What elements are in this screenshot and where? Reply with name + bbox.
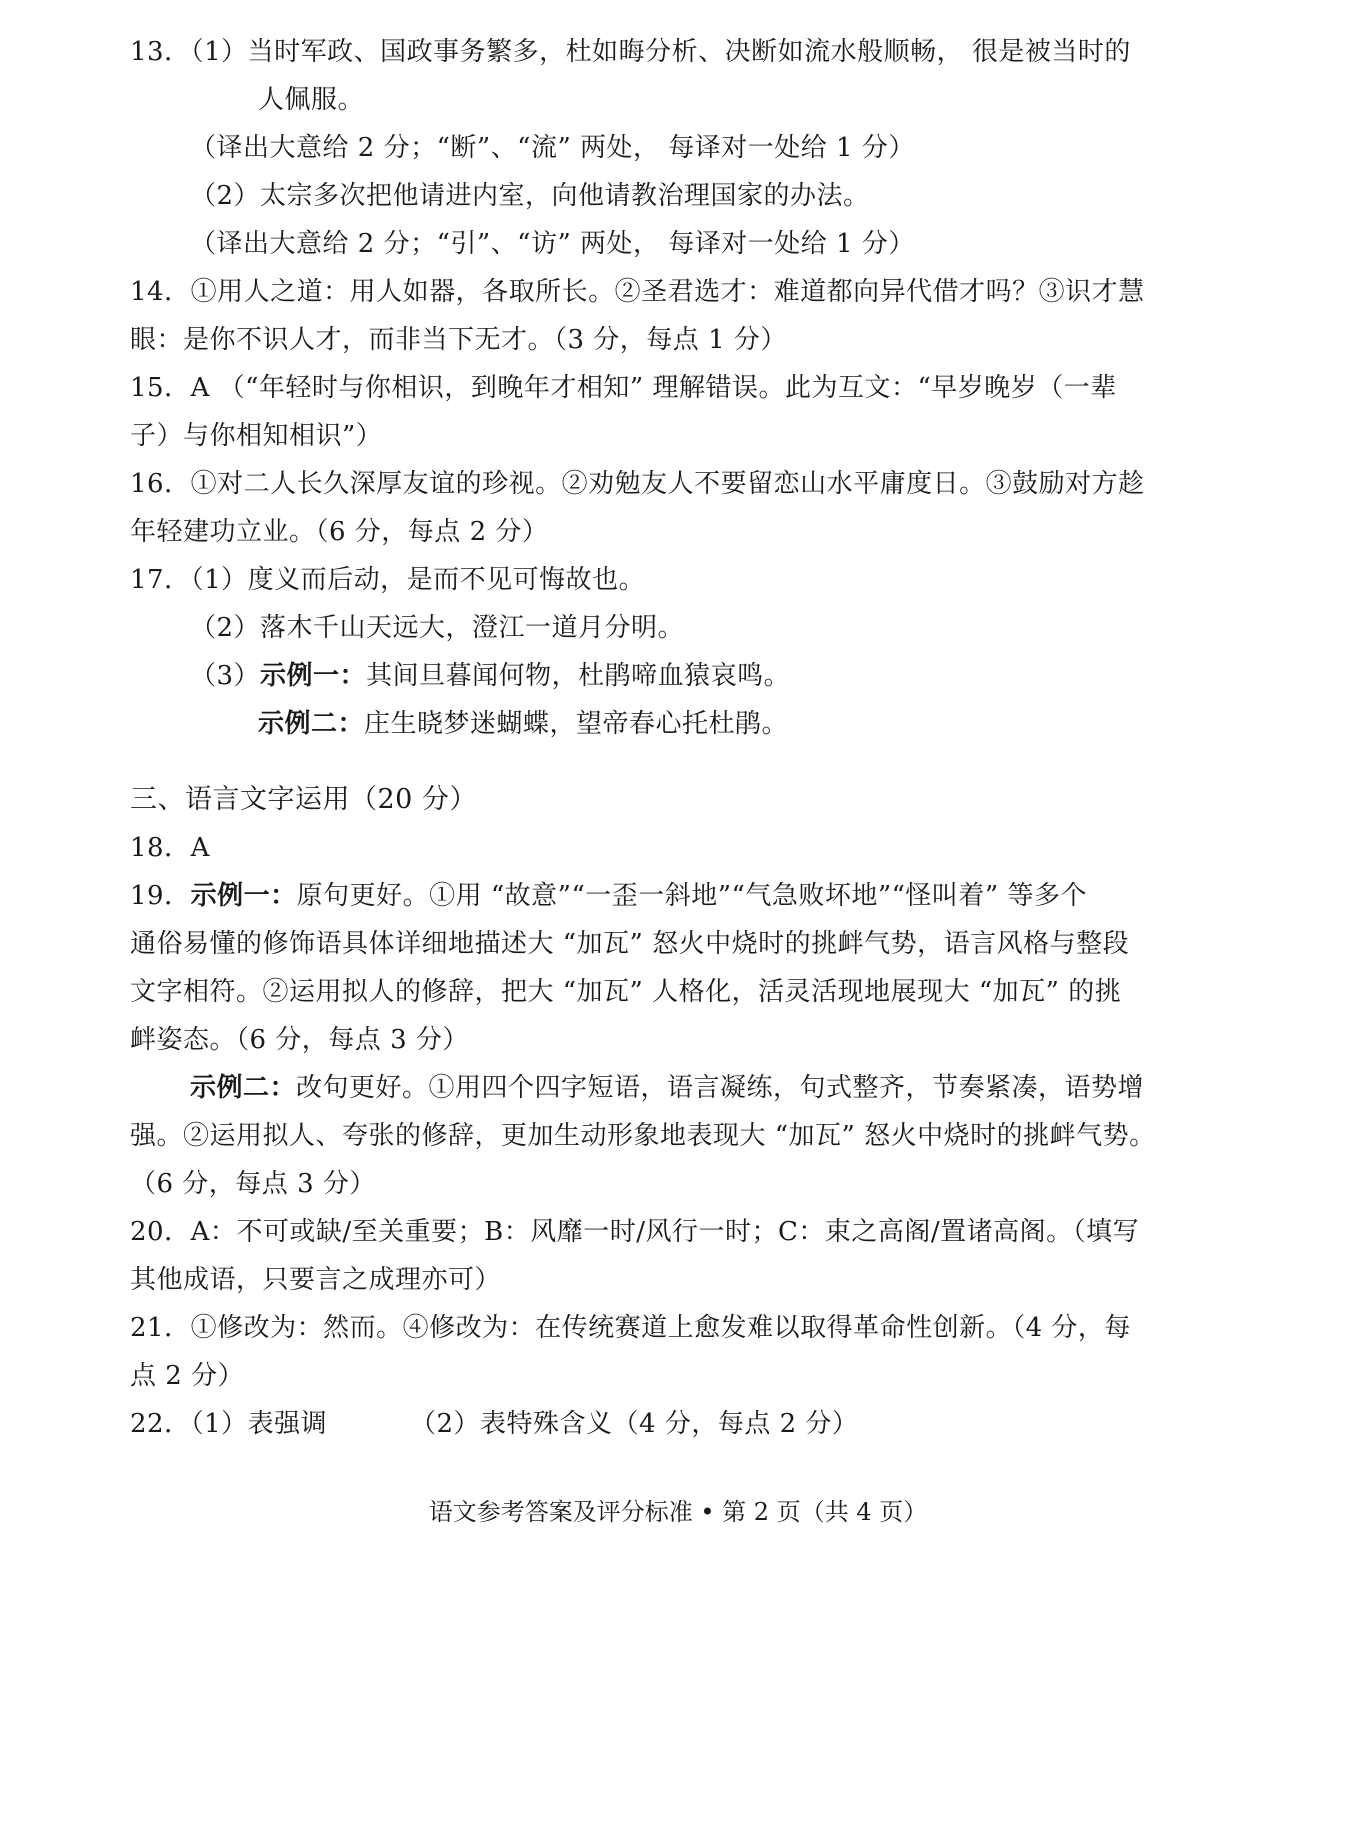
q17-part-3-number: （3） xyxy=(190,661,261,691)
q17-example-2-label: 示例二： xyxy=(258,709,365,739)
q20-line-1: 20．A：不可或缺/至关重要；B：风靡一时/风行一时；C：束之高阁/置诸高阁。（填写 xyxy=(130,1217,1140,1247)
q19-line-2: 通俗易懂的修饰语具体详细地描述大 “加瓦” 怒火中烧时的挑衅气势，语言风格与整段 xyxy=(130,929,1130,959)
q17-part-3 xyxy=(190,658,790,694)
q19-example-2-text: 改句更好。①用四个四字短语，语言凝练，句式整齐，节奏紧凑，语势增 xyxy=(296,1073,1145,1103)
q17-example-2 xyxy=(258,706,788,742)
q22-part-1: 22．（1）表强调 xyxy=(130,1409,328,1439)
q19-line-7: （6 分，每点 3 分） xyxy=(130,1169,376,1199)
q14-line-2: 眼：是你不识人才，而非当下无才。（3 分，每点 1 分） xyxy=(130,325,787,355)
q21-line-1: 21．①修改为：然而。④修改为：在传统赛道上愈发难以取得革命性创新。（4 分，每 xyxy=(130,1313,1131,1343)
q13-line-1: 13．（1）当时军政、国政事务繁多，杜如晦分析、决断如流水般顺畅， 很是被当时的 xyxy=(130,37,1131,67)
q17-part-2: （2）落木千山天远大，澄江一道月分明。 xyxy=(190,613,685,643)
q19-line-3: 文字相符。②运用拟人的修辞，把大 “加瓦” 人格化，活灵活现地展现大 “加瓦” 的挑 xyxy=(130,977,1122,1007)
section-3-heading: 三、语言文字运用（20 分） xyxy=(130,784,477,815)
q15-line-2: 子）与你相知相识”） xyxy=(130,421,383,451)
q13-part-2: （2）太宗多次把他请进内室，向他请教治理国家的办法。 xyxy=(190,181,870,211)
page-footer: 语文参考答案及评分标准 • 第 2 页（共 4 页） xyxy=(428,1498,928,1526)
q19-example-1-label: 示例一： xyxy=(190,881,297,911)
q13-scoring-1: （译出大意给 2 分；“断”、“流” 两处， 每译对一处给 1 分） xyxy=(190,133,915,163)
q19-number: 19． xyxy=(130,881,191,911)
q17-example-1-text: 其间旦暮闻何物，杜鹃啼血猿哀鸣。 xyxy=(366,661,791,691)
q19-example-2-label: 示例二： xyxy=(190,1073,297,1103)
q17-example-2-text: 庄生晓梦迷蝴蝶，望帝春心托杜鹃。 xyxy=(364,709,789,739)
q13-scoring-2: （译出大意给 2 分；“引”、“访” 两处， 每译对一处给 1 分） xyxy=(190,229,915,259)
q18-answer: 18．A xyxy=(130,833,210,863)
q15-line-1: 15．A （“年轻时与你相识，到晚年才相知” 理解错误。此为互文：“早岁晚岁（一辈 xyxy=(130,373,1117,403)
q21-line-2: 点 2 分） xyxy=(130,1361,245,1391)
q19-example-1-text: 原句更好。①用 “故意”“一歪一斜地”“气急败坏地”“怪叫着” 等多个 xyxy=(296,881,1087,911)
q14-line-1: 14．①用人之道：用人如器，各取所长。②圣君选才：难道都向异代借才吗？③识才慧 xyxy=(130,277,1145,307)
q19-line-4: 衅姿态。（6 分，每点 3 分） xyxy=(130,1025,469,1055)
q19-line-6: 强。②运用拟人、夸张的修辞，更加生动形象地表现大 “加瓦” 怒火中烧时的挑衅气势。 xyxy=(130,1121,1156,1151)
q19-line-1 xyxy=(130,878,1087,914)
q20-line-2: 其他成语，只要言之成理亦可） xyxy=(130,1265,502,1295)
q13-line-2: 人佩服。 xyxy=(258,85,365,115)
q16-line-1: 16．①对二人长久深厚友谊的珍视。②劝勉友人不要留恋山水平庸度日。③鼓励对方趁 xyxy=(130,469,1145,499)
q17-part-1: 17．（1）度义而后动，是而不见可悔故也。 xyxy=(130,565,646,595)
q16-line-2: 年轻建功立业。（6 分，每点 2 分） xyxy=(130,517,549,547)
q19-line-5 xyxy=(190,1070,1144,1106)
q22-part-2: （2）表特殊含义（4 分，每点 2 分） xyxy=(410,1409,859,1439)
q17-example-1-label: 示例一： xyxy=(260,661,367,691)
